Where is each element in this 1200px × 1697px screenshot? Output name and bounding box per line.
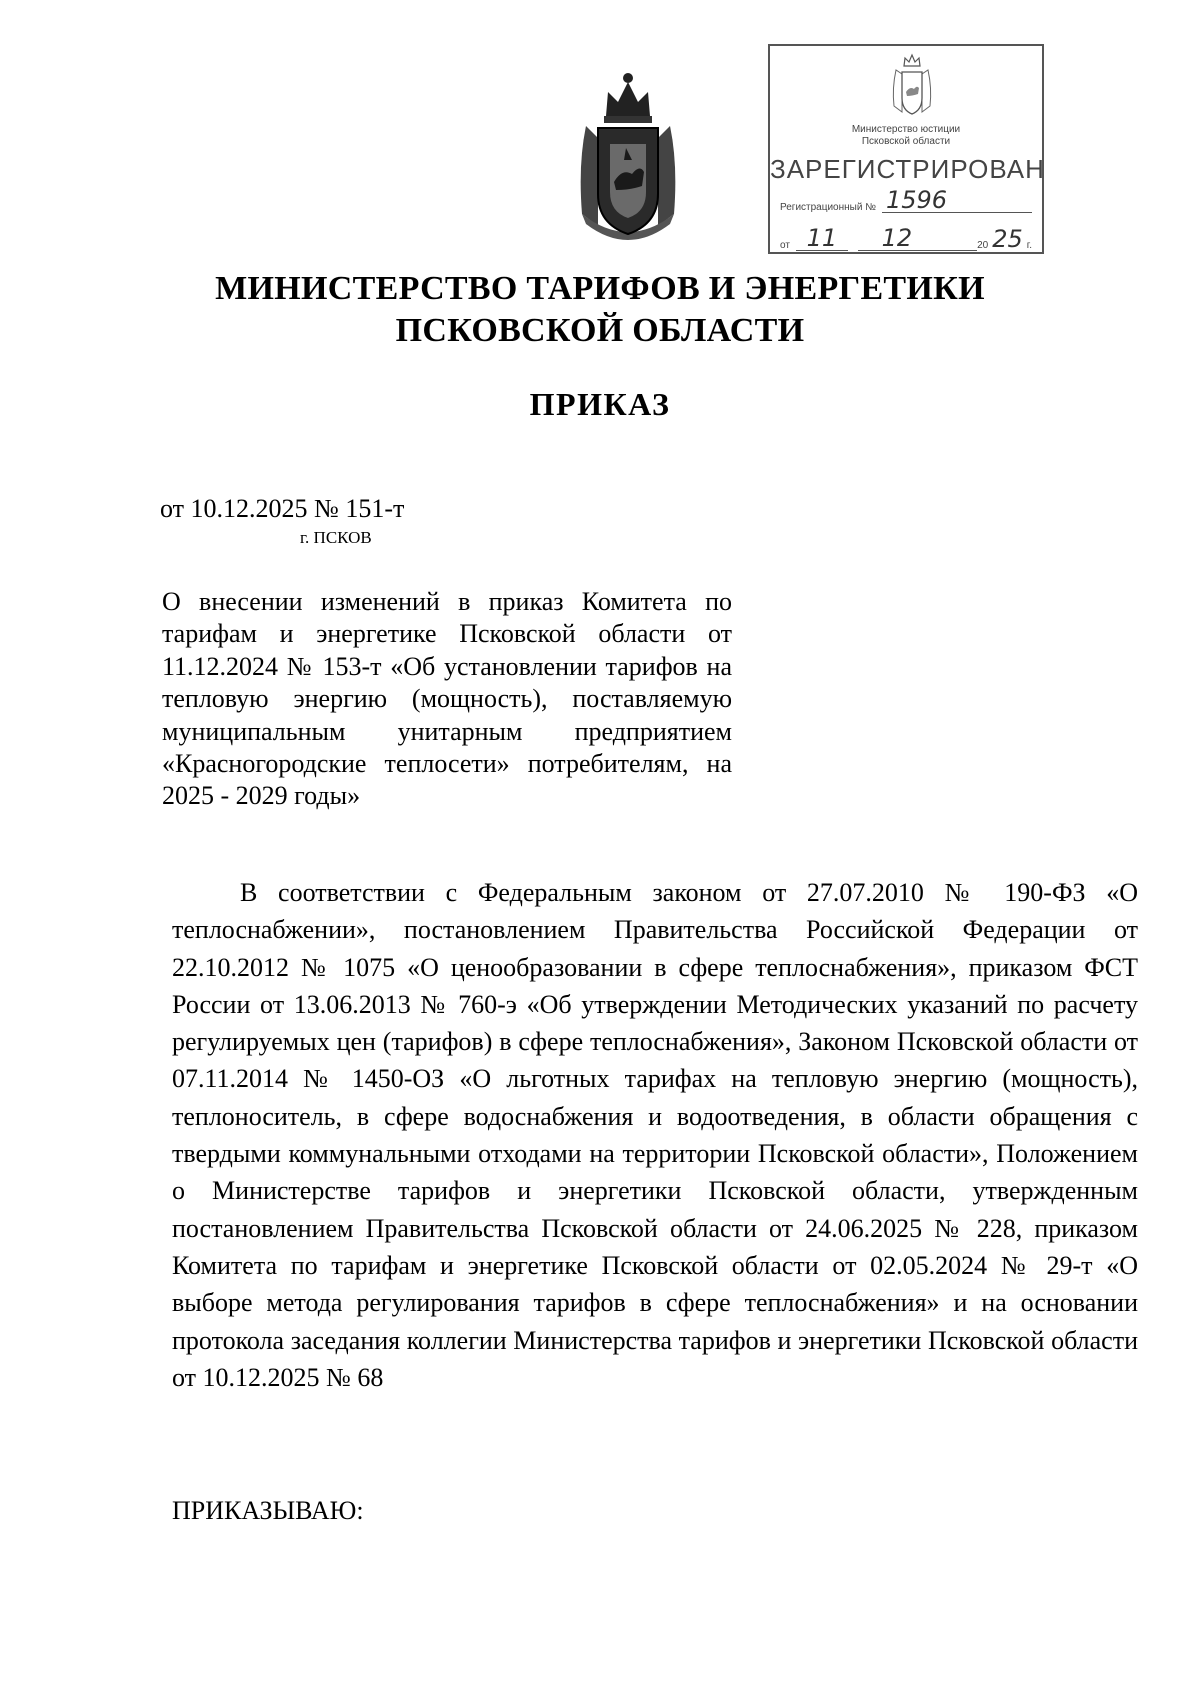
stamp-reg-label: Регистрационный №	[780, 202, 876, 213]
stamp-date-prefix: от	[780, 240, 790, 251]
stamp-status: ЗАРЕГИСТРИРОВАН	[770, 154, 1045, 184]
document-number-date: от 10.12.2025 № 151-т	[160, 494, 405, 523]
stamp-date-underline	[936, 249, 977, 251]
stamp-date-month: 12	[858, 226, 936, 251]
stamp-registration-line	[780, 188, 1032, 213]
stamp-reg-underline	[951, 211, 1032, 213]
org-title-line1: МИНИСТЕРСТВО ТАРИФОВ И ЭНЕРГЕТИКИ	[215, 270, 985, 307]
stamp-date-line	[780, 226, 1032, 251]
stamp-date-day: 11	[796, 226, 848, 251]
document-city: г. ПСКОВ	[300, 528, 372, 547]
stamp-ministry-line2: Псковской области	[861, 136, 951, 147]
document-subject: О внесении изменений в приказ Комитета по тарифам и энергетике Псковской области от 11.12.2024 № 153-т «Об установлении тарифов на тепловую энергию (мощность), поставляемую муниципальным унитарным предприятием «Красногородские теплосети» потребителям, на 2025 - 2029 годы»	[162, 587, 732, 811]
stamp-ministry-name	[770, 124, 1042, 148]
org-title-line2: ПСКОВСКОЙ ОБЛАСТИ	[395, 312, 805, 349]
stamp-date-suffix: г.	[1026, 240, 1032, 251]
stamp-date-year: 25	[992, 225, 1023, 253]
order-directive: ПРИКАЗЫВАЮ:	[172, 1496, 364, 1525]
stamp-emblem-icon	[888, 52, 936, 118]
coat-of-arms-emblem	[568, 64, 688, 244]
document-body-paragraph: В соответствии с Федеральным законом от 27.07.2010 № 190-ФЗ «О теплоснабжении», постановлением Правительства Российской Федерации от 22.10.2012 № 1075 «О ценообразовании в сфере теплоснабжения», приказом ФСТ России от 13.06.2013 № 760-э «Об утверждении Методических указаний по расчету регулируемых цен (тарифов) в сфере теплоснабжения», Законом Псковской области от 07.11.2014 № 1450-ОЗ «О льготных тарифах на тепловую энергию (мощность), теплоноситель, в сфере водоснабжения и водоотведения, в области обращения с твердыми коммунальными отходами на территории Псковской области», Положением о Министерстве тарифов и энергетики Псковской области, утвержденным постановлением Правительства Псковской области от 24.06.2025 № 228, приказом Комитета по тарифам и энергетике Псковской области от 02.05.2024 № 29-т «О выборе метода регулирования тарифов в сфере теплоснабжения» и на основании протокола заседания коллегии Министерства тарифов и энергетики Псковской области от 10.12.2025 № 68	[172, 878, 1138, 1392]
stamp-reg-number: 1596	[882, 188, 951, 213]
document-type: ПРИКАЗ	[529, 386, 671, 422]
registration-stamp	[768, 44, 1044, 254]
stamp-ministry-line1: Министерство юстиции	[851, 124, 961, 135]
stamp-date-year-prefix: 20	[977, 240, 989, 251]
organization-title	[0, 268, 1200, 352]
